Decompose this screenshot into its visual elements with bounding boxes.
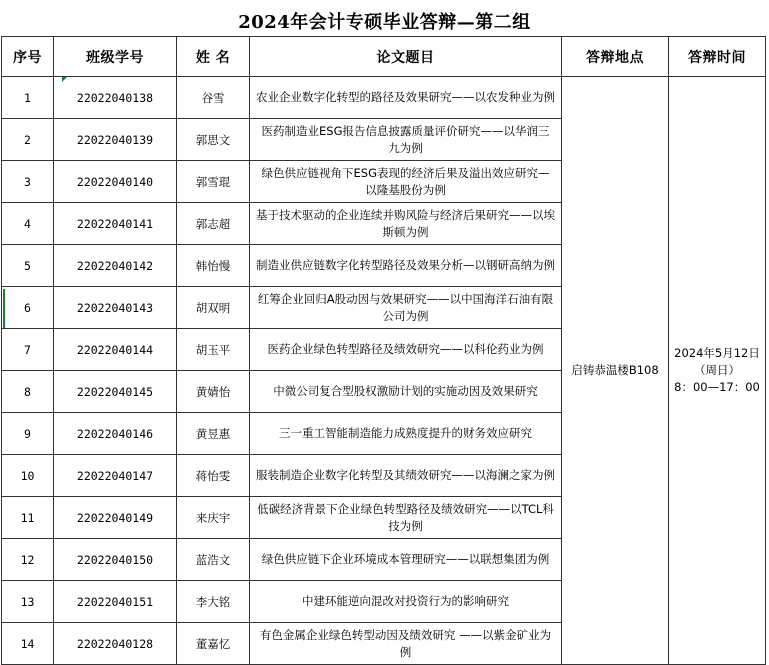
defense-location: 启铸恭温楼B108 xyxy=(562,77,669,665)
defense-schedule-table xyxy=(1,36,766,665)
row-thesis-topic: 红筹企业回归A股动因与效果研究——以中国海洋石油有限公司为例 xyxy=(250,287,562,329)
page-title: 2024年会计专硕毕业答辩—第二组 xyxy=(238,12,531,33)
row-thesis-topic: 绿色供应链视角下ESG表现的经济后果及溢出效应研究—以隆基股份为例 xyxy=(250,161,562,203)
defense-time-range: 8：00—17：00 xyxy=(674,380,760,394)
row-student-name: 谷雪 xyxy=(177,77,250,119)
row-thesis-topic: 基于技术驱动的企业连续并购风险与经济后果研究——以埃斯顿为例 xyxy=(250,203,562,245)
row-student-name: 韩怡慢 xyxy=(177,245,250,287)
row-student-id: 22022040144 xyxy=(54,329,177,371)
row-student-id: 22022040142 xyxy=(54,245,177,287)
row-student-name: 蒋怡雯 xyxy=(177,455,250,497)
row-student-name: 胡双明 xyxy=(177,287,250,329)
row-student-name: 李大铭 xyxy=(177,581,250,623)
header-thesis-topic: 论文题目 xyxy=(250,37,562,77)
row-student-id: 22022040138 xyxy=(54,77,177,119)
row-student-id: 22022040147 xyxy=(54,455,177,497)
row-student-name: 黄昱惠 xyxy=(177,413,250,455)
row-index: 9 xyxy=(2,413,54,455)
row-student-id: 22022040150 xyxy=(54,539,177,581)
defense-time-weekday: （周日） xyxy=(694,363,740,377)
row-student-name: 蓝浩文 xyxy=(177,539,250,581)
row-student-id: 22022040143 xyxy=(54,287,177,329)
row-student-name: 董嘉忆 xyxy=(177,623,250,665)
row-student-name: 郭志超 xyxy=(177,203,250,245)
table-row xyxy=(2,77,766,119)
row-index: 1 xyxy=(2,77,54,119)
row-student-id: 22022040140 xyxy=(54,161,177,203)
row-thesis-topic: 医药企业绿色转型路径及绩效研究——以科伦药业为例 xyxy=(250,329,562,371)
row-student-name: 郭雪琨 xyxy=(177,161,250,203)
row-thesis-topic: 医药制造业ESG报告信息披露质量评价研究——以华润三九为例 xyxy=(250,119,562,161)
row-student-id: 22022040146 xyxy=(54,413,177,455)
row-student-id: 22022040128 xyxy=(54,623,177,665)
row-index: 5 xyxy=(2,245,54,287)
row-index: 2 xyxy=(2,119,54,161)
row-index: 10 xyxy=(2,455,54,497)
header-student-id: 班级学号 xyxy=(54,37,177,77)
row-student-name: 郭思文 xyxy=(177,119,250,161)
row-student-id: 22022040149 xyxy=(54,497,177,539)
row-thesis-topic: 中微公司复合型股权激励计划的实施动因及效果研究 xyxy=(250,371,562,413)
row-index: 7 xyxy=(2,329,54,371)
row-index: 11 xyxy=(2,497,54,539)
row-thesis-topic: 中建环能逆向混改对投资行为的影响研究 xyxy=(250,581,562,623)
row-index: 12 xyxy=(2,539,54,581)
row-student-name: 胡玉平 xyxy=(177,329,250,371)
row-student-id: 22022040141 xyxy=(54,203,177,245)
defense-time xyxy=(669,77,766,665)
row-thesis-topic: 低碳经济背景下企业绿色转型路径及绩效研究——以TCL科技为例 xyxy=(250,497,562,539)
row-selection-marker xyxy=(3,289,5,328)
row-student-id: 22022040139 xyxy=(54,119,177,161)
header-name: 姓 名 xyxy=(177,37,250,77)
header-location: 答辩地点 xyxy=(562,37,669,77)
row-index: 14 xyxy=(2,623,54,665)
row-thesis-topic: 农业企业数字化转型的路径及效果研究——以农发种业为例 xyxy=(250,77,562,119)
defense-time-date: 2024年5月12日 xyxy=(674,346,760,360)
row-student-id: 22022040145 xyxy=(54,371,177,413)
header-row xyxy=(2,37,766,77)
row-index: 6 xyxy=(2,287,54,329)
row-student-name: 黄婧怡 xyxy=(177,371,250,413)
row-thesis-topic: 绿色供应链下企业环境成本管理研究——以联想集团为例 xyxy=(250,539,562,581)
row-thesis-topic: 服装制造企业数字化转型及其绩效研究——以海澜之家为例 xyxy=(250,455,562,497)
row-index: 3 xyxy=(2,161,54,203)
row-thesis-topic: 有色金属企业绿色转型动因及绩效研究 ——以紫金矿业为例 xyxy=(250,623,562,665)
row-thesis-topic: 制造业供应链数字化转型路径及效果分析—以钢研高纳为例 xyxy=(250,245,562,287)
cell-comment-marker xyxy=(62,77,67,82)
row-student-id: 22022040151 xyxy=(54,581,177,623)
row-index: 4 xyxy=(2,203,54,245)
row-student-name: 来庆宇 xyxy=(177,497,250,539)
row-index: 8 xyxy=(2,371,54,413)
header-time: 答辩时间 xyxy=(669,37,766,77)
row-thesis-topic: 三一重工智能制造能力成熟度提升的财务效应研究 xyxy=(250,413,562,455)
row-index: 13 xyxy=(2,581,54,623)
header-index: 序号 xyxy=(2,37,54,77)
